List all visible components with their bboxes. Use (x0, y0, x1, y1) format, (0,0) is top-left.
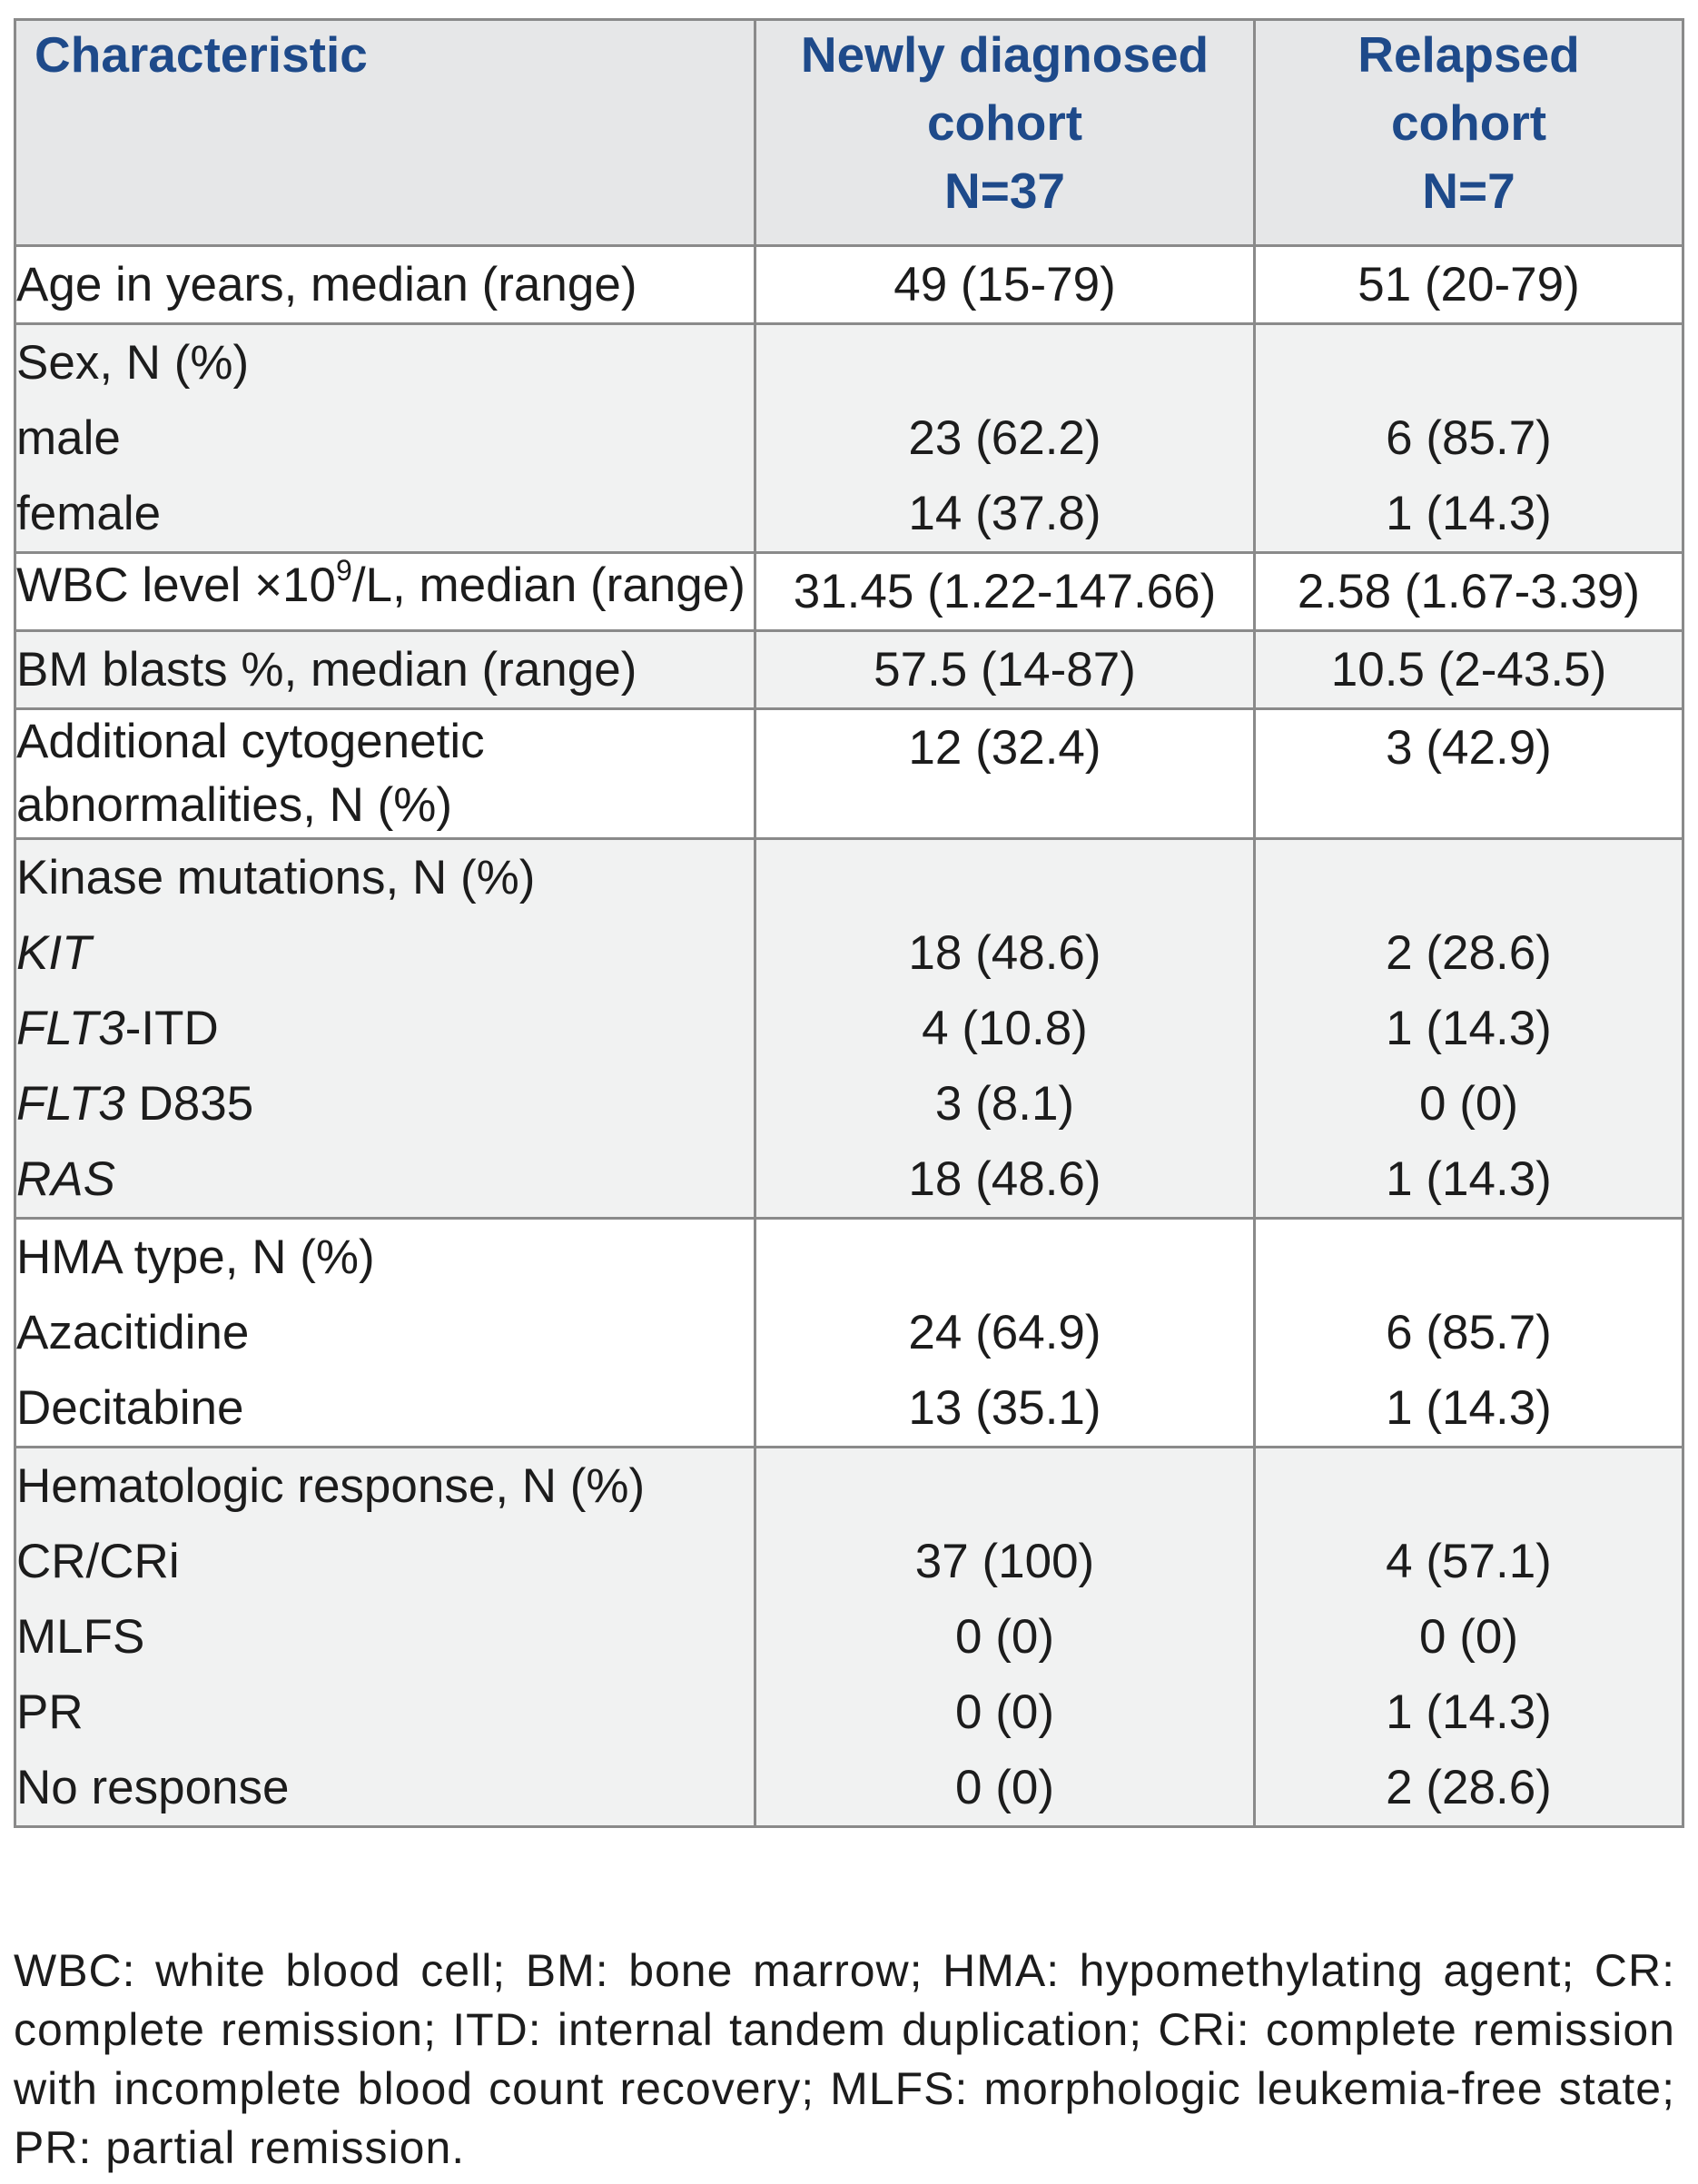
header-relapsed-line2: cohort (1390, 94, 1547, 151)
bm-relapsed: 10.5 (2-43.5) (1255, 631, 1683, 709)
row-bm-blasts (15, 631, 1683, 709)
dec-newly: 13 (35.1) (755, 1370, 1255, 1448)
row-pr (15, 1675, 1683, 1750)
bm-label: BM blasts %, median (range) (15, 631, 755, 709)
female-newly: 14 (37.8) (755, 476, 1255, 553)
aza-newly: 24 (64.9) (755, 1295, 1255, 1370)
flt3-d835-gene: FLT3 (16, 1077, 125, 1131)
flt3-d835-label (15, 1066, 755, 1141)
row-azacitidine (15, 1295, 1683, 1370)
kit-gene: KIT (16, 926, 92, 980)
cyto-relapsed: 3 (42.9) (1255, 709, 1683, 839)
ras-gene: RAS (16, 1152, 115, 1206)
row-sex (15, 324, 1683, 401)
wbc-relapsed: 2.58 (1.67-3.39) (1255, 553, 1683, 631)
cyto-label: Additional cytogenetic abnormalities, N (%) (15, 709, 755, 839)
male-newly: 23 (62.2) (755, 400, 1255, 476)
header-characteristic: Characteristic (15, 20, 755, 246)
header-newly-diagnosed-line1: Newly diagnosed (800, 26, 1209, 83)
ras-newly: 18 (48.6) (755, 1141, 1255, 1219)
pr-label: PR (15, 1675, 755, 1750)
header-relapsed-line3: N=7 (1422, 163, 1515, 219)
male-relapsed: 6 (85.7) (1255, 400, 1683, 476)
row-flt3-d835 (15, 1066, 1683, 1141)
cr-relapsed: 4 (57.1) (1255, 1524, 1683, 1599)
wbc-label-pre: WBC level ×10 (16, 558, 337, 612)
flt3-d835-relapsed: 0 (0) (1255, 1066, 1683, 1141)
response-label: Hematologic response, N (%) (15, 1448, 755, 1525)
row-sex-male (15, 400, 1683, 476)
table-footnote: WBC: white blood cell; BM: bone marrow; HMA: hypomethylating agent; CR: complete remission; ITD: internal tandem duplication; CRi: complete remission with incomplete blood count recovery; MLFS: morphologic leukemia-free state; PR: partial remission. (14, 1945, 1675, 2173)
row-hma (15, 1219, 1683, 1296)
mlfs-newly: 0 (0) (755, 1599, 1255, 1675)
sex-label: Sex, N (%) (15, 324, 755, 401)
pr-newly: 0 (0) (755, 1675, 1255, 1750)
row-response (15, 1448, 1683, 1525)
row-decitabine (15, 1370, 1683, 1448)
cr-newly: 37 (100) (755, 1524, 1255, 1599)
flt3-itd-gene: FLT3 (16, 1002, 125, 1055)
row-flt3-itd (15, 991, 1683, 1066)
row-sex-female (15, 476, 1683, 553)
kinase-label: Kinase mutations, N (%) (15, 839, 755, 916)
row-no-response (15, 1750, 1683, 1827)
kit-relapsed: 2 (28.6) (1255, 915, 1683, 991)
kit-newly: 18 (48.6) (755, 915, 1255, 991)
female-relapsed: 1 (14.3) (1255, 476, 1683, 553)
row-kinase (15, 839, 1683, 916)
header-row (15, 20, 1683, 246)
header-newly-diagnosed (755, 20, 1255, 246)
mlfs-label: MLFS (15, 1599, 755, 1675)
header-relapsed-line1: Relapsed (1357, 26, 1580, 83)
pr-relapsed: 1 (14.3) (1255, 1675, 1683, 1750)
row-mlfs (15, 1599, 1683, 1675)
row-wbc (15, 553, 1683, 631)
wbc-label-post: /L, median (range) (351, 558, 745, 612)
flt3-itd-suffix: -ITD (124, 1002, 219, 1055)
nr-newly: 0 (0) (755, 1750, 1255, 1827)
wbc-newly: 31.45 (1.22-147.66) (755, 553, 1255, 631)
dec-relapsed: 1 (14.3) (1255, 1370, 1683, 1448)
row-age (15, 246, 1683, 324)
header-newly-diagnosed-line2: cohort (926, 94, 1083, 151)
characteristics-table (14, 18, 1684, 1828)
ras-label (15, 1141, 755, 1219)
wbc-label-sup: 9 (336, 554, 352, 588)
age-label: Age in years, median (range) (15, 246, 755, 324)
nr-relapsed: 2 (28.6) (1255, 1750, 1683, 1827)
aza-relapsed: 6 (85.7) (1255, 1295, 1683, 1370)
hma-label: HMA type, N (%) (15, 1219, 755, 1296)
flt3-itd-newly: 4 (10.8) (755, 991, 1255, 1066)
cr-label: CR/CRi (15, 1524, 755, 1599)
flt3-itd-label (15, 991, 755, 1066)
flt3-itd-relapsed: 1 (14.3) (1255, 991, 1683, 1066)
age-relapsed: 51 (20-79) (1255, 246, 1683, 324)
cyto-newly: 12 (32.4) (755, 709, 1255, 839)
male-label: male (15, 400, 755, 476)
ras-relapsed: 1 (14.3) (1255, 1141, 1683, 1219)
row-ras (15, 1141, 1683, 1219)
aza-label: Azacitidine (15, 1295, 755, 1370)
kit-label (15, 915, 755, 991)
dec-label: Decitabine (15, 1370, 755, 1448)
row-kit (15, 915, 1683, 991)
flt3-d835-suffix: D835 (124, 1077, 254, 1131)
flt3-d835-newly: 3 (8.1) (755, 1066, 1255, 1141)
age-newly: 49 (15-79) (755, 246, 1255, 324)
female-label: female (15, 476, 755, 553)
wbc-label (15, 553, 755, 631)
row-cr (15, 1524, 1683, 1599)
row-cytogenetic (15, 709, 1683, 839)
mlfs-relapsed: 0 (0) (1255, 1599, 1683, 1675)
nr-label: No response (15, 1750, 755, 1827)
header-relapsed (1255, 20, 1683, 246)
header-newly-diagnosed-line3: N=37 (943, 163, 1065, 219)
bm-newly: 57.5 (14-87) (755, 631, 1255, 709)
